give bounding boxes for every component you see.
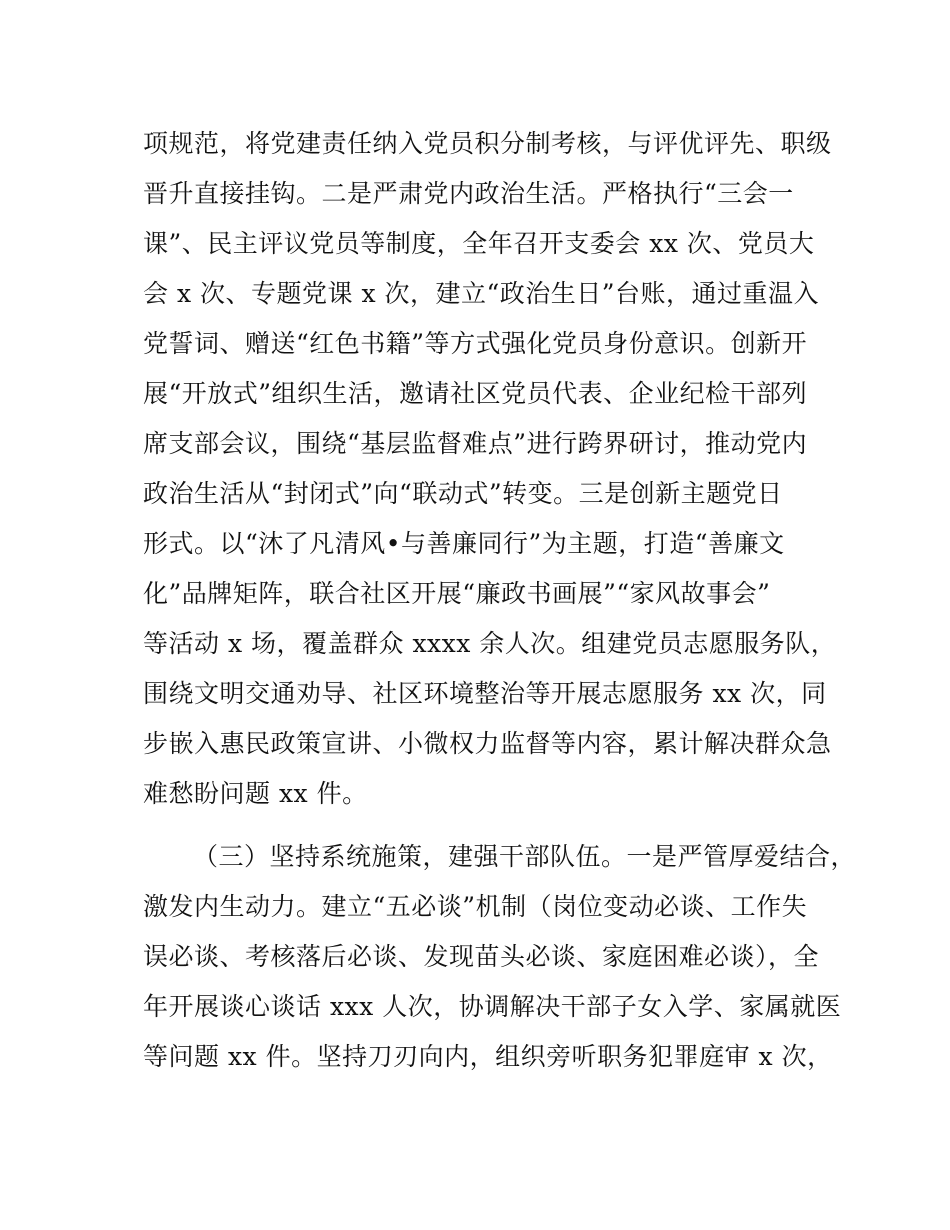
paragraph-line: 误必谈、考核落后必谈、发现苗头必谈、家庭困难必谈），全: [143, 942, 820, 971]
section-heading-line: （三）坚持系统施策，建强干部队伍。一是严管厚爱结合，: [193, 842, 857, 871]
paragraph-line: 难愁盼问题 xx 件。: [143, 779, 368, 808]
paragraph-line: 政治生活从“封闭式”向“联动式”转变。三是创新主题党日: [143, 479, 783, 508]
paragraph-line: 围绕文明交通劝导、社区环境整治等开展志愿服务 xx 次，同: [143, 679, 827, 708]
paragraph-line: 课”、民主评议党员等制度，全年召开支委会 xx 次、党员大: [143, 229, 815, 258]
paragraph-line: 等问题 xx 件。坚持刀刃向内，组织旁听职务犯罪庭审 x 次，: [143, 1042, 833, 1071]
paragraph-line: 步嵌入惠民政策宣讲、小微权力监督等内容，累计解决群众急: [143, 729, 832, 758]
paragraph-line: 形式。以“沐了凡清风•与善廉同行”为主题，打造“善廉文: [143, 529, 785, 558]
paragraph-line: 展“开放式”组织生活，邀请社区党员代表、企业纪检干部列: [143, 379, 808, 408]
paragraph-line: 晋升直接挂钩。二是严肃党内政治生活。严格执行“三会一: [143, 179, 794, 208]
paragraph-line: 党誓词、赠送“红色书籍”等方式强化党员身份意识。创新开: [143, 329, 808, 358]
paragraph-line: 化”品牌矩阵，联合社区开展“廉政书画展”“家风故事会”: [143, 579, 771, 608]
paragraph-line: 会 x 次、专题党课 x 次，建立“政治生日”台账，通过重温入: [143, 279, 820, 308]
paragraph-line: 激发内生动力。建立“五必谈”机制（岗位变动必谈、工作失: [143, 892, 808, 921]
paragraph-line: 等活动 x 场，覆盖群众 xxxx 余人次。组建党员志愿服务队，: [143, 629, 837, 658]
paragraph-line: 席支部会议，围绕“基层监督难点”进行跨界研讨，推动党内: [143, 429, 808, 458]
paragraph-line: 项规范，将党建责任纳入党员积分制考核，与评优评先、职级: [143, 129, 832, 158]
paragraph-line: 年开展谈心谈话 xxx 人次，协调解决干部子女入学、家属就医: [143, 992, 842, 1021]
